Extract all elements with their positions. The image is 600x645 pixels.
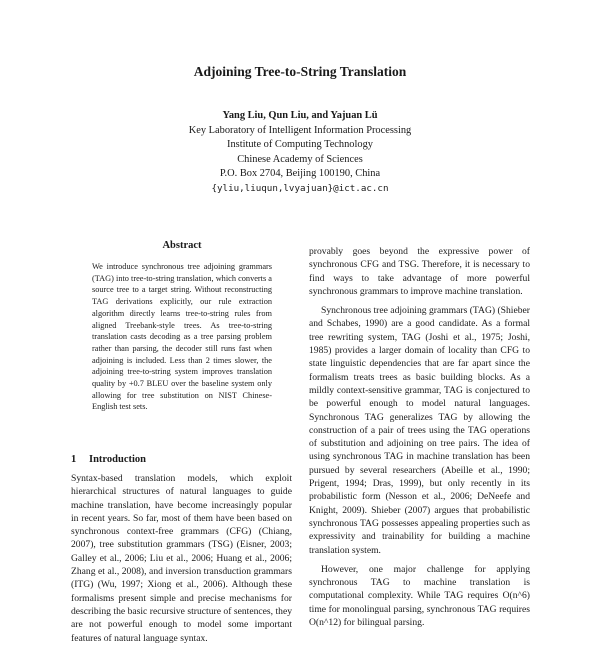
author-email: {yliu,liuqun,lvyajuan}@ict.ac.cn: [211, 182, 389, 194]
abstract-text: We introduce synchronous tree adjoining grammars (TAG) into tree-to-string translation, which converts a source tree to a target string. Without reconstructing TAG derivations explicitly, our rule extraction algorithm directly learns tree-to-string rules from aligned Treebank-style trees. As tree-to-string translation casts decoding as a tree parsing problem rather than parsing, the decoder still runs fast when adjoining is included. Less than 2 times slower, the adjoining tree-to-string system improves translation quality by +0.7 BLEU over the baseline system only allowing for tree substitution on NIST Chinese-English test sets.: [92, 262, 272, 412]
introduction-text: [71, 472, 292, 645]
section-number: 1: [71, 454, 77, 465]
paragraph: Syntax-based translation models, which exploit hierarchical structures of natural languages to guide machine translation, have become increasingly popular in recent years. So far, most of them have been based on synchronous context-free grammars (CFG) (Chiang, 2007), tree substitution grammars (TSG) (Eisner, 2003; Galley et al., 2006; Liu et al., 2006; Huang et al., 2006; Zhang et al., 2008), and inversion transduction grammars (ITG) (Wu, 1997; Xiong et al., 2006). Although these formalisms present simple and precise mechanisms for describing the basic recursive structure of sentences, they are not powerful enough to model some important features of natural language syntax.: [71, 473, 292, 644]
affiliation-line: Chinese Academy of Sciences: [237, 153, 363, 165]
paper-title: Adjoining Tree-to-String Translation: [193, 64, 407, 79]
abstract-heading: Abstract: [162, 240, 202, 251]
affiliation-line: Institute of Computing Technology: [227, 139, 373, 150]
right-column: [309, 245, 530, 629]
section-heading: [71, 454, 301, 465]
affiliation-line: Key Laboratory of Intelligent Information Processing: [188, 124, 412, 136]
paragraph: However, one major challenge for applying synchronous TAG to machine translation is computational complexity. While TAG requires O(n^6) time for monolingual parsing, synchronous TAG requires O(n^12) for bilingual parsing.: [309, 563, 530, 629]
author-block: [0, 109, 600, 196]
section-title: Introduction: [89, 454, 146, 465]
author-names: Yang Liu, Qun Liu, and Yajuan Lü: [222, 110, 378, 121]
affiliation-line: P.O. Box 2704, Beijing 100190, China: [219, 168, 381, 179]
paragraph: Synchronous tree adjoining grammars (TAG) (Shieber and Schabes, 1990) are a good candidate. As a formal tree rewriting system, TAG (Joshi et al., 1975; Joshi, 1985) provides a larger domain of locality than CFG to state linguistic dependencies that are far apart since the formalism treats trees as basic building blocks. As a mildly context-sensitive grammar, TAG is conjectured to be powerful enough to model natural languages. Synchronous TAG generalizes TAG by allowing the construction of a pair of trees using the TAG operations of substitution and adjoining on tree pairs. The idea of using synchronous TAG in machine translation has been pursued by several researchers (Abeille et al., 1990; Prigent, 1994; Dras, 1999), but only recently in its probabilistic form (Nesson et al., 2006; DeNeefe and Knight, 2009). Shieber (2007) argues that probabilistic synchronous TAG possesses appealing properties such as expressivity and trainability for building a machine translation system.: [309, 305, 530, 556]
paragraph: provably goes beyond the expressive power of synchronous CFG and TSG. Therefore, it is necessary to find ways to take advantage of more powerful synchronous grammars to improve machine translation.: [309, 246, 530, 297]
